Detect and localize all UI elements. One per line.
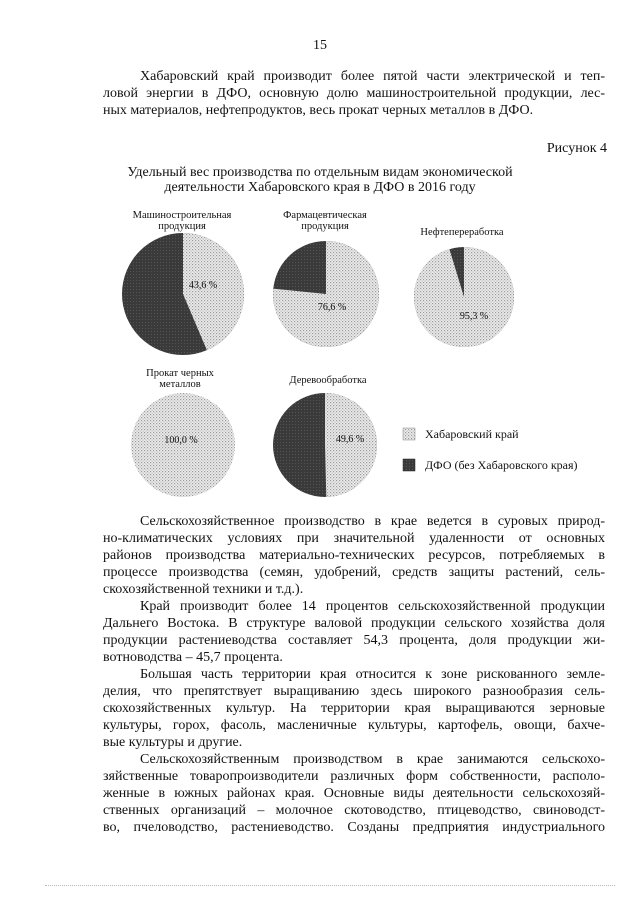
intro-line: ных материалов, нефтепродуктов, весь прокат черных металлов в ДФО. (103, 103, 534, 118)
legend-swatch-khabarovsk (403, 428, 415, 440)
legend-label-dfo: ДФО (без Хабаровского края) (425, 458, 578, 472)
pie-title-steel: Прокат черных металлов (146, 368, 214, 390)
body-line: продукции растениеводства составляет 54,3 процента, доля продукции жи- (103, 633, 605, 648)
body-line: скохозяйственной техники и т.д.). (103, 582, 304, 597)
body-line: процессе производства (семян, удобрений, средств защиты растений, сель- (103, 565, 605, 580)
pie-steel (131, 393, 235, 497)
body-line: районов производства материально-технических ресурсов, потребляемых в (103, 548, 605, 563)
pie-value-label: 95,3 % (459, 311, 489, 322)
body-line: Большая часть территории края относится к зоне рискованного земле- (140, 667, 605, 682)
scan-artifact-line (45, 885, 615, 887)
legend-label-khabarovsk: Хабаровский край (425, 427, 519, 441)
pie-mechanical (122, 233, 244, 355)
body-line: скохозяйственных культур. На территории края выращиваются зерновые (103, 701, 605, 716)
body-line: зяйственные товаропроизводители различных форм собственности, располо- (103, 769, 605, 784)
pie-value-label: 49,6 % (335, 434, 365, 445)
page-number: 15 (313, 38, 327, 53)
pie-title-pharma: Фармацевтическая продукция (283, 210, 367, 232)
body-line: Сельскохозяйственным производством в крае занимаются сельскохо- (140, 752, 605, 767)
body-line: Край производит более 14 процентов сельскохозяйственной продукции (140, 599, 605, 614)
pie-title-mechanical: Машиностроительная продукция (132, 210, 232, 232)
legend-swatch-dfo (403, 459, 415, 471)
body-line: вые культуры и другие. (103, 735, 243, 750)
pie-wood (273, 393, 377, 497)
pie-title-oil: Нефтепереработка (420, 227, 504, 238)
figure-title-line: деятельности Хабаровского края в ДФО в 2016 году (164, 180, 476, 195)
body-line: но-климатических условиях при значительной удаленности от основных (103, 531, 605, 546)
intro-line: Хабаровский край производит более пятой части электрической и теп- (140, 69, 605, 84)
pie-value-label: 43,6 % (188, 280, 218, 291)
pie-value-label: 76,6 % (317, 302, 347, 313)
body-line: во, пчеловодство, растениеводство. Созданы предприятия индустриального (103, 820, 605, 835)
pie-title-wood: Деревообработка (289, 375, 367, 386)
body-line: Дальнего Востока. В структуре валовой продукции сельского хозяйства доля (103, 616, 605, 631)
intro-line: ловой энергии в ДФО, основную долю машиностроительной продукции, лес- (103, 86, 605, 101)
body-paragraph-2 (103, 598, 605, 666)
body-line: вотноводства – 45,7 процента. (103, 650, 283, 665)
body-line: культуры, горох, фасоль, масленичные культуры, картофель, овощи, бахче- (103, 718, 605, 733)
figure-label: Рисунок 4 (546, 141, 607, 156)
body-paragraph-4 (103, 751, 605, 836)
body-line: делия, что препятствует выращиванию здесь широкого разнообразия сель- (103, 684, 605, 699)
figure-title-line: Удельный вес производства по отдельным видам экономической (127, 165, 513, 180)
body-line: Сельскохозяйственное производство в крае ведется в суровых природ- (140, 514, 605, 529)
body-paragraph-3 (103, 666, 605, 751)
body-line: женные в южных районах края. Основные виды деятельности сельскохозяй- (103, 786, 605, 801)
pie-pharma (273, 241, 379, 347)
pie-value-label: 100,0 % (164, 435, 198, 446)
body-line: ственных организаций – молочное скотоводство, птицеводство, свиноводст- (103, 803, 605, 818)
body-paragraph-1 (103, 513, 605, 598)
pie-oil (414, 247, 514, 347)
